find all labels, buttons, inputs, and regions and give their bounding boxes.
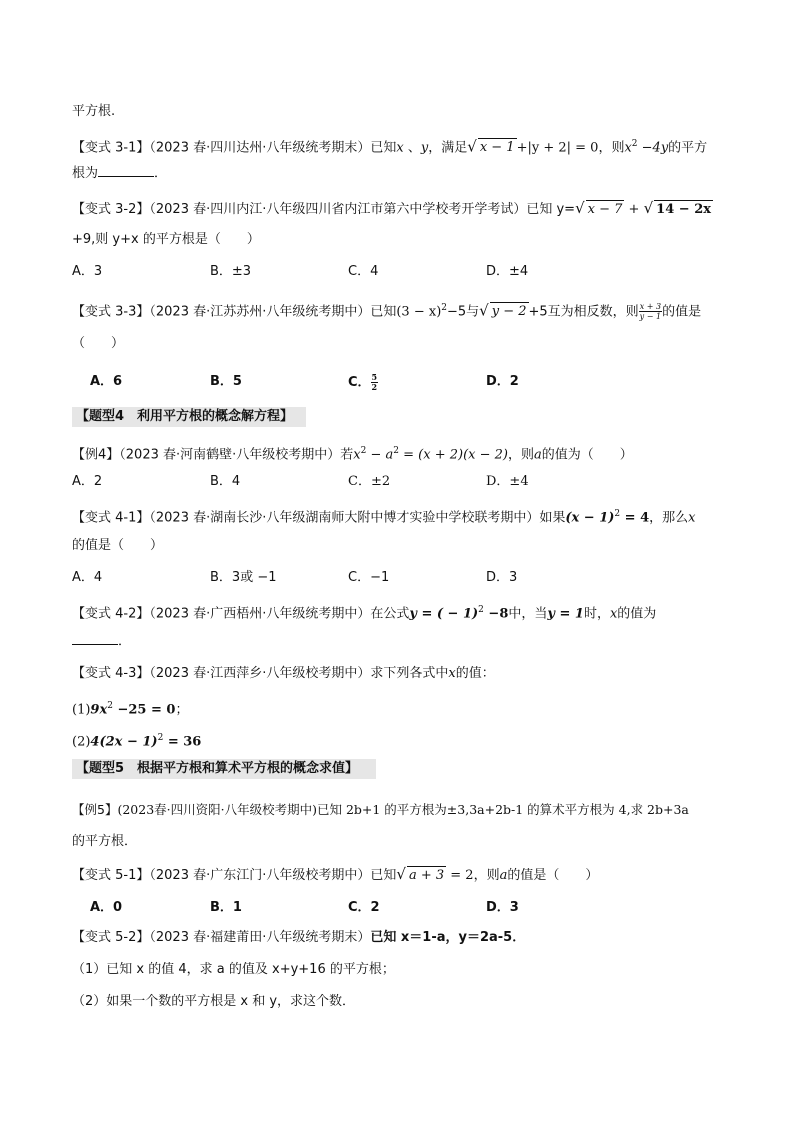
source: （2023 春·四川达州·八年级统考期末） (149, 140, 371, 156)
variant-3-2: 【变式 3-2】（2023 春·四川内江·八年级四川省内江市第六中学校考开学考试）已知 y=√ x − 7 + √ 14 − 2x (72, 199, 711, 217)
option-b: B．3或 −1 (210, 570, 277, 585)
variant-4-2: 【变式 4-2】（2023 春·广西梧州·八年级统考期中）在公式y = ( − 1)$^2$ −8中，当y = 1时，x的值为 (72, 605, 657, 622)
variant-3-1-line2: 根为 ． (72, 166, 168, 181)
option-d: D．2 (486, 374, 519, 389)
fraction: $\frac{x + 3}{y - 1}$ (639, 302, 662, 322)
variant-3-3: 【变式 3-3】（2023 春·江苏苏州·八年级统考期中）已知$(3 - x)^2-5$与√ y − 2 +5互为相反数，则 $\frac{x + 3}{y - 1}$ 的值是 (72, 301, 702, 322)
variant-3-1: 【变式 3-1】（2023 春·四川达州·八年级统考期末）已知x 、y，满足√ x − 1 +|y + 2| = 0，则$x^2 -4y$的平方 (72, 137, 708, 156)
option-a: A．0 (90, 900, 123, 915)
option-b: B．1 (210, 900, 242, 915)
option-c: C．2 (348, 900, 380, 915)
variant-4-1: 【变式 4-1】（2023 春·湖南长沙·八年级湖南师大附中博才实验中学校联考期中）如果$(x - 1)^2 = 4$，那么x (72, 509, 696, 526)
option-b: B．5 (210, 374, 242, 389)
example-4: 【例4】（2023 春·河南鹤壁·八年级校考期中）若$x^2 - a^2 = (x + 2)(x - 2)$，则a的值为（ ） (72, 446, 633, 463)
option-c: C． $\frac{5}{2}$ (348, 372, 378, 392)
variant-4-1-line2: 的值是（ ） (72, 538, 164, 553)
option-c: C．−1 (348, 570, 390, 585)
section-heading-4: 【题型4 利用平方根的概念解方程】 (72, 407, 306, 427)
option-a: A．3 (72, 264, 103, 279)
intro-text: 平方根. (72, 104, 116, 119)
option-c: C．±2 (348, 474, 391, 489)
variant-4-2-line2: ． (72, 633, 131, 651)
answer-blank (72, 644, 118, 645)
section-heading-5: 【题型5 根据平方根和算术平方根的概念求值】 (72, 759, 376, 779)
option-d: D．3 (486, 900, 519, 915)
option-b: B．±3 (210, 264, 252, 279)
option-a: A．4 (72, 570, 103, 585)
option-a: A．2 (72, 474, 103, 489)
fraction: $\frac{5}{2}$ (371, 372, 378, 392)
variant-5-2-q1: （1）已知 x 的值 4，求 a 的值及 x+y+16 的平方根； (72, 962, 395, 977)
example-5: 【例5】(2023春·四川资阳·八年级校考期中)已知 2b+1 的平方根为±3,3a+2b-1 的算术平方根为 4,求 2b+3a (72, 802, 689, 817)
option-c: C．4 (348, 264, 379, 279)
option-a: A．6 (90, 374, 123, 389)
example-5-line2: 的平方根． (72, 834, 138, 849)
answer-blank (98, 176, 154, 177)
variant-3-2-line2: +9,则 y+x 的平方根是（ ） (72, 232, 260, 247)
variant-5-2-q2: （2）如果一个数的平方根是 x 和 y，求这个数． (72, 994, 356, 1009)
variant-4-3-q2: $(2)4(2x - 1)^2 = 36$ (72, 733, 202, 750)
variant-3-3-line2: （ ） (72, 336, 125, 351)
variant-5-1: 【变式 5-1】（2023 春·广东江门·八年级校考期中）已知√ a + 3 = 2，则a的值是（ ） (72, 865, 599, 883)
variant-4-3-q1: $(1)9x^2 -25 = 0$； (72, 701, 189, 718)
tag: 【变式 3-1】 (72, 140, 150, 156)
option-b: B．4 (210, 474, 241, 489)
variant-5-2: 【变式 5-2】（2023 春·福建莆田·八年级统考期末）已知 x＝1-a，y＝2a-5． (72, 930, 526, 945)
option-d: D．3 (486, 570, 518, 585)
option-d: D．±4 (486, 264, 529, 279)
option-d: D．±4 (486, 474, 529, 489)
variant-4-3: 【变式 4-3】（2023 春·江西萍乡·八年级校考期中）求下列各式中x的值： (72, 666, 495, 681)
